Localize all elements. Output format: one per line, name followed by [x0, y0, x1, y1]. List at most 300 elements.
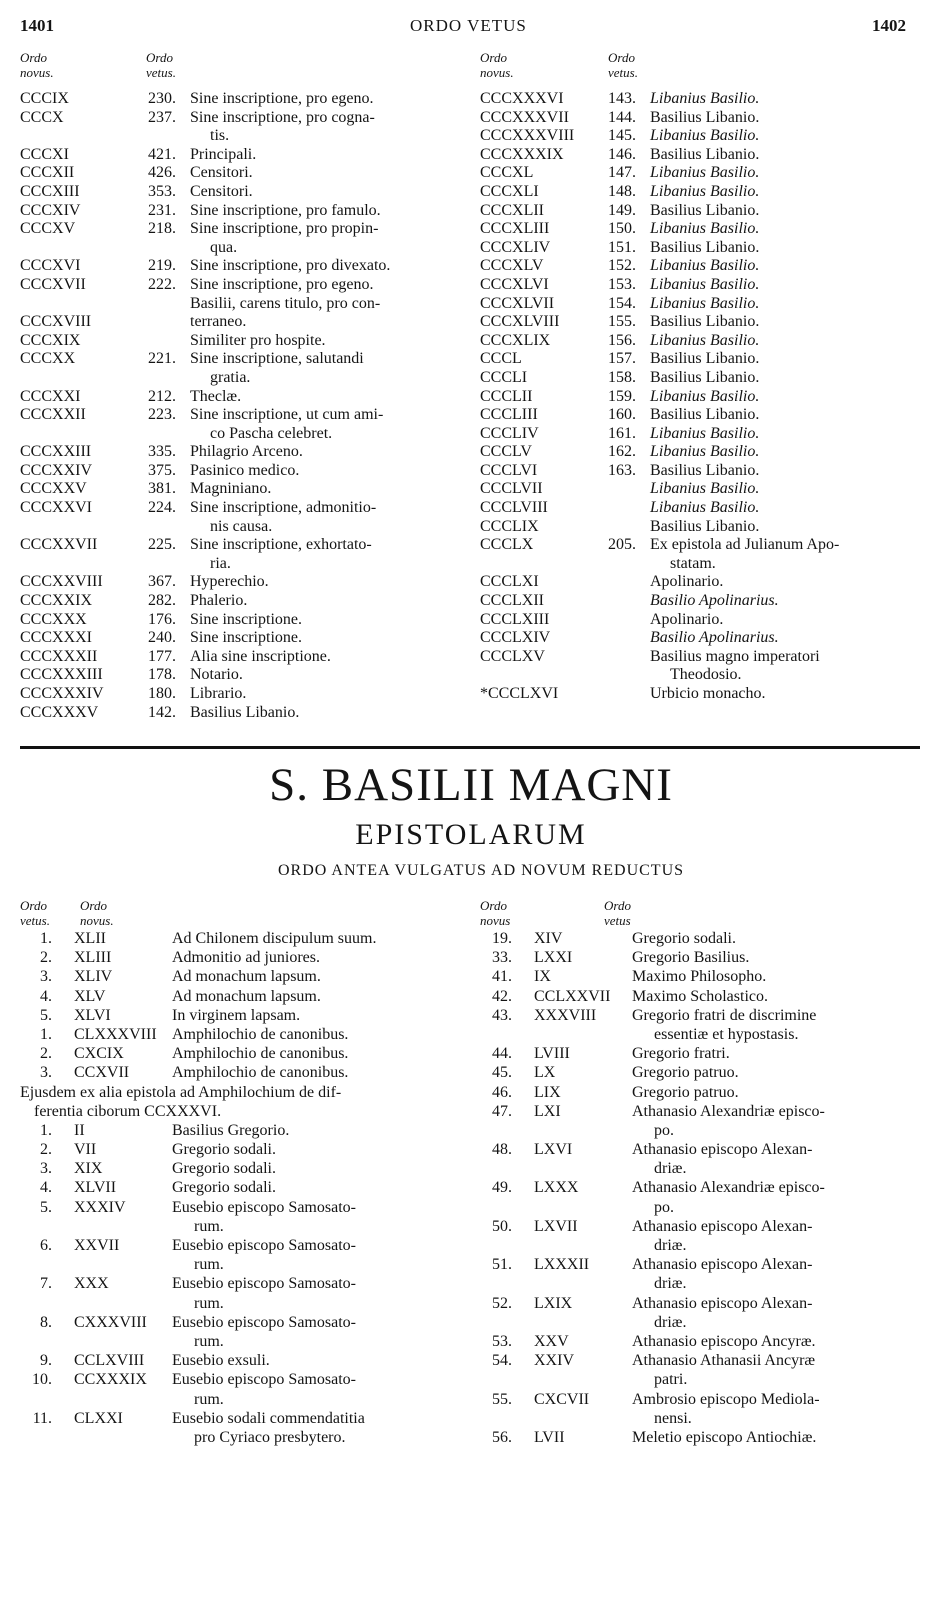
entry-text: Ad Chilonem discipulum suum.: [172, 930, 377, 947]
ordo-novus-cell: XLIII: [74, 949, 112, 967]
entry-text: Sine inscriptione, pro divexato.: [190, 257, 391, 275]
ordo-novus-cell: CCCLIX: [480, 517, 539, 535]
ordo-novus-cell: LXXX: [534, 1179, 579, 1197]
table-row: [20, 555, 460, 574]
entry-text: Gregorio fratri de discrimine: [632, 1006, 817, 1024]
entry-text: Similiter pro hospite.: [190, 331, 326, 349]
entry-text: Athanasio episcopo Alexan-: [632, 1141, 813, 1159]
table-row: [480, 462, 925, 481]
table-row: [480, 1007, 925, 1026]
entry-text: Sine inscriptione, pro egeno.: [190, 275, 374, 293]
ordo-novus-cell: CCCLXIV: [480, 629, 551, 647]
entry-text: driæ.: [654, 1275, 687, 1293]
table-row: [20, 1295, 460, 1314]
ordo-novus-cell: XLII: [74, 930, 106, 947]
entry-text: Sine inscriptione, salutandi: [190, 350, 364, 368]
entry-text: Censitori.: [190, 164, 253, 182]
table-row: [480, 295, 925, 314]
ordo-novus-cell: CCCXLIV: [480, 238, 551, 256]
ordo-vetus-cell: 19.: [492, 930, 512, 947]
ordo-novus-cell: LXVII: [534, 1217, 578, 1235]
table-row: [20, 350, 460, 369]
table-row: [20, 573, 460, 592]
ordo-vetus-cell: 4.: [40, 987, 52, 1005]
entry-text: Gregorio sodali.: [172, 1141, 276, 1159]
entry-text: Amphilochio de canonibus.: [172, 1025, 349, 1043]
ordo-vetus-cell: 9.: [40, 1352, 52, 1370]
table-row: [480, 425, 925, 444]
ordo-novus-cell: CCCXVII: [20, 275, 86, 293]
table-row: [480, 1410, 925, 1429]
ordo-novus-cell: CCCXLIII: [480, 220, 550, 238]
entry-text: Eusebio episcopo Samosato-: [172, 1275, 356, 1293]
running-title: ORDO VETUS: [410, 16, 527, 35]
ordo-novus-cell: CLXXI: [74, 1409, 123, 1427]
ordo-vetus-cell: 149.: [608, 201, 636, 219]
table-row: [480, 146, 925, 165]
entry-text: rum.: [194, 1256, 224, 1274]
ordo-vetus-cell: 148.: [608, 182, 636, 200]
entry-text: Ad monachum lapsum.: [172, 968, 321, 986]
ordo-vetus-cell: 153.: [608, 275, 636, 293]
table-row: [20, 109, 460, 128]
entry-text: Libanius Basilio.: [650, 387, 760, 405]
entry-text: Gregorio patruo.: [632, 1083, 739, 1101]
table-row: [20, 127, 460, 146]
table-row: [480, 1026, 925, 1045]
ordo-novus-cell: CCCL: [480, 350, 522, 368]
table-row: [480, 573, 925, 592]
ordo-vetus-cell: 224.: [148, 499, 176, 517]
entry-text: Phalerio.: [190, 592, 248, 610]
table-row: [20, 1275, 460, 1294]
table-row: [20, 1429, 460, 1448]
entry-text: Gregorio patruo.: [632, 1064, 739, 1082]
page-number-right: 1402: [872, 16, 906, 35]
table-row: [20, 202, 460, 221]
entry-text: nensi.: [654, 1409, 692, 1427]
ordo-novus-cell: LXIX: [534, 1294, 573, 1312]
ordo-novus-cell: CXCIX: [74, 1045, 124, 1063]
table-row: [20, 949, 460, 968]
entry-text: Gregorio fratri.: [632, 1045, 730, 1063]
ordo-novus-cell: CCCXIX: [20, 331, 81, 349]
table-row: [20, 1218, 460, 1237]
ordo-vetus-cell: 47.: [492, 1102, 512, 1120]
ordo-vetus-cell: 48.: [492, 1141, 512, 1159]
ordo-vetus-cell: 219.: [148, 257, 176, 275]
ordo-vetus-cell: 335.: [148, 443, 176, 461]
ordo-vetus-cell: 41.: [492, 968, 512, 986]
table-row: [480, 443, 925, 462]
ordo-vetus-cell: 143.: [608, 90, 636, 107]
ordo-novus-cell: LVIII: [534, 1045, 570, 1063]
table-row: [20, 276, 460, 295]
ordo-vetus-cell: 144.: [608, 108, 636, 126]
table-row: [480, 949, 925, 968]
entry-text: Admonitio ad juniores.: [172, 949, 320, 967]
entry-text: Sine inscriptione, pro propin-: [190, 220, 379, 238]
ordo-novus-cell: CCCXXIV: [20, 461, 93, 479]
table-row: [20, 968, 460, 987]
ordo-novus-cell: CCCXLV: [480, 257, 544, 275]
ordo-novus-cell: LIX: [534, 1083, 561, 1101]
entry-text: rum.: [194, 1390, 224, 1408]
table-row: [20, 988, 460, 1007]
entry-text: Librario.: [190, 685, 247, 702]
col-header-novus-left: Ordo novus.: [20, 50, 54, 80]
table-row: [20, 1237, 460, 1256]
table-row: [20, 295, 460, 314]
table-row: [20, 685, 460, 704]
ordo-novus-cell: CCCLV: [480, 443, 532, 461]
sub-sub-title: ORDO ANTEA VULGATUS AD NOVUM REDUCTUS: [277, 862, 685, 879]
table-row: [20, 1352, 460, 1371]
ordo-novus-cell: CCCLVI: [480, 461, 538, 479]
ordo-vetus-cell: 2.: [40, 949, 52, 967]
ordo-vetus-cell: 147.: [608, 164, 636, 182]
ordo-novus-cell: CCCXXIX: [20, 592, 93, 610]
entry-text: Eusebio exsuli.: [172, 1352, 270, 1370]
ordo-vetus-cell: 158.: [608, 368, 636, 386]
entry-text: Notario.: [190, 666, 243, 684]
table-row: [20, 629, 460, 648]
ordo-novus-cell: CCCXXXIX: [480, 145, 564, 163]
ordo-novus-cell: LVII: [534, 1428, 565, 1446]
entry-text: Basilius Libanio.: [650, 201, 760, 219]
entry-text: Gregorio sodali.: [172, 1179, 276, 1197]
entry-text: Ex epistola ad Julianum Apo-: [650, 536, 840, 554]
table-row: [480, 536, 925, 555]
entry-text: Athanasio episcopo Alexan-: [632, 1294, 813, 1312]
table-row: [20, 518, 460, 537]
table-row: [20, 332, 460, 351]
entry-text: Sine inscriptione, pro cogna-: [190, 108, 375, 126]
entry-text: Libanius Basilio.: [650, 331, 760, 349]
entry-text: Basilius magno imperatori: [650, 647, 820, 665]
ordo-novus-cell: XIX: [74, 1160, 103, 1178]
table-row: [480, 350, 925, 369]
entry-text: Principali.: [190, 145, 257, 163]
table-row: [480, 127, 925, 146]
entry-text: Sine inscriptione, exhortato-: [190, 536, 372, 554]
ordo-novus-cell: CCCLIV: [480, 424, 539, 442]
table-row: [20, 1391, 460, 1410]
entry-text: Eusebio episcopo Samosato-: [172, 1371, 356, 1389]
ordo-novus-cell: CLXXXVIII: [74, 1025, 157, 1043]
ordo-vetus-cell: 1.: [40, 1025, 52, 1043]
ordo-novus-cell: XLVI: [74, 1006, 111, 1024]
ordo-novus-cell: CCCXXXV: [20, 703, 99, 721]
entry-text: Basilio Apolinarius.: [650, 629, 779, 647]
table-row: [20, 1084, 460, 1103]
table-row: [480, 1429, 925, 1448]
ordo-novus-cell: CCCXLII: [480, 201, 544, 219]
ordo-novus-cell: CCCXXII: [20, 406, 86, 424]
table-row: [20, 146, 460, 165]
ordo-vetus-cell: 230.: [148, 90, 176, 107]
table-row: [480, 592, 925, 611]
entry-text: Maximo Scholastico.: [632, 987, 768, 1005]
ordo-vetus-cell: 55.: [492, 1390, 512, 1408]
ordo-novus-cell: CCCXV: [20, 220, 76, 238]
table-row: [20, 1045, 460, 1064]
ordo-vetus-cell: 4.: [40, 1179, 52, 1197]
ordo-vetus-cell: 223.: [148, 406, 176, 424]
table-row: [20, 1179, 460, 1198]
table-row: [480, 406, 925, 425]
ordo-novus-cell: VII: [74, 1141, 97, 1159]
col-header-vetus-right: Ordo vetus.: [608, 50, 638, 80]
ordo-novus-cell: CCCXXXII: [20, 647, 98, 665]
table-row: [480, 164, 925, 183]
table-row: [20, 239, 460, 258]
entry-text-full: ferentia ciborum CCXXXVI.: [34, 1102, 222, 1120]
entry-text: Hyperechio.: [190, 573, 269, 591]
ordo-vetus-cell: 3.: [40, 1064, 52, 1082]
ordo-vetus-cell: 145.: [608, 127, 636, 145]
table-row: [480, 555, 925, 574]
entry-text: Apolinario.: [650, 573, 724, 591]
ordo-novus-cell: CCCXII: [20, 164, 75, 182]
ordo-novus-cell: CCCXLVIII: [480, 313, 560, 331]
entry-text: po.: [654, 1198, 674, 1216]
ordo-novus-cell: CCCLIII: [480, 406, 538, 424]
ordo-vetus-cell: 221.: [148, 350, 176, 368]
entry-text: Gregorio sodali.: [172, 1160, 276, 1178]
ordo-novus-cell: CCCXLI: [480, 182, 539, 200]
table-row: [480, 1391, 925, 1410]
entry-text: Basilius Libanio.: [650, 350, 760, 368]
ordo-vetus-cell: 10.: [32, 1371, 52, 1389]
ordo-vetus-cell: 180.: [148, 685, 176, 702]
entry-text: Libanius Basilio.: [650, 127, 760, 145]
table-row: [480, 109, 925, 128]
ordo-vetus-cell: 8.: [40, 1313, 52, 1331]
entry-text: Libanius Basilio.: [650, 443, 760, 461]
entry-text: Basilius Libanio.: [650, 517, 760, 535]
table-row: [480, 666, 925, 685]
table-row: [20, 1333, 460, 1352]
entry-text: Basilius Gregorio.: [172, 1121, 290, 1139]
ordo-novus-cell: CCCXXVIII: [20, 573, 103, 591]
entry-text: Athanasio episcopo Alexan-: [632, 1217, 813, 1235]
main-title: S. BASILII MAGNI: [269, 759, 673, 811]
entry-text: Basilius Libanio.: [650, 313, 760, 331]
table-row: [480, 220, 925, 239]
entry-text: Libanius Basilio.: [650, 424, 760, 442]
ordo-novus-cell: CCCX: [20, 108, 64, 126]
entry-text: Basilius Libanio.: [650, 406, 760, 424]
entry-text: po.: [654, 1121, 674, 1139]
table-row: [480, 988, 925, 1007]
col-header-vetus-left: Ordo vetus.: [146, 50, 176, 80]
table-row: [480, 1199, 925, 1218]
ordo-vetus-cell: 53.: [492, 1332, 512, 1350]
ordo-vetus-cell: 160.: [608, 406, 636, 424]
table-row: [20, 257, 460, 276]
bottom-right-table: [480, 930, 925, 1448]
ordo-novus-cell: CCCXL: [480, 164, 534, 182]
ordo-vetus-cell: 157.: [608, 350, 636, 368]
ordo-vetus-cell: 178.: [148, 666, 176, 684]
table-row: [480, 685, 925, 704]
entry-text: Eusebio episcopo Samosato-: [172, 1313, 356, 1331]
col-header-novus-right: Ordo novus.: [480, 50, 514, 80]
entry-text-full: Ejusdem ex alia epistola ad Amphilochium de dif-: [20, 1083, 342, 1101]
table-row: [20, 1064, 460, 1083]
table-row: [480, 1103, 925, 1122]
entry-text: Libanius Basilio.: [650, 90, 760, 107]
section-divider: [20, 746, 920, 749]
entry-text: Libanius Basilio.: [650, 294, 760, 312]
table-row: [20, 1371, 460, 1390]
ordo-novus-cell: CCCLI: [480, 368, 528, 386]
ordo-vetus-cell: 156.: [608, 331, 636, 349]
entry-text: Athanasio Alexandriæ episco-: [632, 1179, 825, 1197]
table-row: [20, 611, 460, 630]
top-right-table: [480, 90, 925, 704]
table-row: [20, 1410, 460, 1429]
ordo-novus-cell: XXXIV: [74, 1198, 126, 1216]
ordo-vetus-cell: 44.: [492, 1045, 512, 1063]
ordo-novus-cell: CCCXXX: [20, 610, 87, 628]
ordo-novus-cell: LXI: [534, 1102, 561, 1120]
ordo-vetus-cell: 2.: [40, 1045, 52, 1063]
ordo-novus-cell: CCCXXVI: [20, 499, 93, 517]
entry-text: driæ.: [654, 1313, 687, 1331]
entry-text: Theclæ.: [190, 387, 242, 405]
ordo-novus-cell: XXVII: [74, 1237, 120, 1254]
table-row: [480, 257, 925, 276]
entry-text: patri.: [654, 1371, 688, 1389]
table-row: [20, 480, 460, 499]
ordo-novus-cell: CCLXXVII: [534, 987, 611, 1005]
ordo-vetus-cell: 205.: [608, 536, 636, 554]
table-row: [20, 443, 460, 462]
ordo-vetus-cell: 45.: [492, 1064, 512, 1082]
ordo-novus-cell: XLVII: [74, 1179, 117, 1197]
entry-text: Basilius Libanio.: [650, 238, 760, 256]
ordo-novus-cell: CCXXXIX: [74, 1371, 147, 1389]
table-row: [480, 388, 925, 407]
table-row: [480, 1141, 925, 1160]
table-row: [480, 611, 925, 630]
bottom-left-table: [20, 930, 460, 1448]
col-header-vetus-bottom-left: Ordo vetus.: [20, 898, 50, 928]
ordo-vetus-cell: 240.: [148, 629, 176, 647]
entry-text: Ambrosio episcopo Mediola-: [632, 1390, 820, 1408]
entry-text: Athanasio episcopo Alexan-: [632, 1256, 813, 1274]
ordo-novus-cell: CCLXVIII: [74, 1352, 145, 1370]
ordo-vetus-cell: 155.: [608, 313, 636, 331]
ordo-novus-cell: CCCXXIII: [20, 443, 92, 461]
entry-text: In virginem lapsam.: [172, 1006, 301, 1024]
table-row: [20, 388, 460, 407]
ordo-vetus-cell: 375.: [148, 461, 176, 479]
ordo-novus-cell: CXXXVIII: [74, 1313, 147, 1331]
entry-text: Libanius Basilio.: [650, 275, 760, 293]
table-row: [480, 1064, 925, 1083]
table-row: [20, 1122, 460, 1141]
table-row: [480, 968, 925, 987]
ordo-novus-cell: XIV: [534, 930, 563, 947]
entry-text: Philagrio Arceno.: [190, 443, 303, 461]
ordo-vetus-cell: 51.: [492, 1256, 512, 1274]
ordo-novus-cell: LXXI: [534, 949, 573, 967]
entry-text: Theodosio.: [670, 666, 742, 684]
ordo-novus-cell: II: [74, 1121, 85, 1139]
entry-text: Sine inscriptione, ut cum ami-: [190, 406, 384, 424]
ordo-vetus-cell: 54.: [492, 1352, 512, 1370]
entry-text: rum.: [194, 1332, 224, 1350]
table-row: [20, 369, 460, 388]
ordo-novus-cell: CCCLXII: [480, 592, 544, 610]
ordo-novus-cell: XXIV: [534, 1352, 574, 1370]
entry-text: Gregorio sodali.: [632, 930, 736, 947]
entry-text: Censitori.: [190, 182, 253, 200]
col-header-vetus-bottom-right: Ordo vetus: [604, 898, 631, 928]
table-row: [20, 1199, 460, 1218]
table-row: [480, 1275, 925, 1294]
entry-text: Pasinico medico.: [190, 461, 300, 479]
ordo-novus-cell: CCCXLVII: [480, 294, 555, 312]
entry-text: Sine inscriptione, pro famulo.: [190, 201, 381, 219]
ordo-vetus-cell: 146.: [608, 145, 636, 163]
ordo-vetus-cell: 56.: [492, 1428, 512, 1446]
entry-text: Basilius Libanio.: [650, 461, 760, 479]
entry-text: Libanius Basilio.: [650, 220, 760, 238]
ordo-vetus-cell: 381.: [148, 480, 176, 498]
entry-text: gratia.: [210, 368, 251, 386]
table-row: [480, 629, 925, 648]
entry-text: terraneo.: [190, 313, 247, 331]
table-row: [20, 536, 460, 555]
entry-text: Libanius Basilio.: [650, 164, 760, 182]
entry-text: nis causa.: [210, 517, 273, 535]
ordo-novus-cell: CCCXXI: [20, 387, 81, 405]
entry-text: Basilius Libanio.: [190, 703, 300, 721]
table-row: [480, 1084, 925, 1103]
ordo-novus-cell: CCCIX: [20, 90, 69, 107]
table-row: [480, 1179, 925, 1198]
ordo-novus-cell: LX: [534, 1064, 556, 1082]
table-row: [480, 369, 925, 388]
ordo-vetus-cell: 42.: [492, 987, 512, 1005]
ordo-novus-cell: CCCXLVI: [480, 275, 549, 293]
ordo-vetus-cell: 154.: [608, 294, 636, 312]
ordo-novus-cell: CCCXLIX: [480, 331, 551, 349]
entry-text: Sine inscriptione.: [190, 610, 302, 628]
ordo-novus-cell: CCCXVI: [20, 257, 81, 275]
table-row: [480, 648, 925, 667]
entry-text: Meletio episcopo Antiochiæ.: [632, 1428, 817, 1446]
entry-text: Basilius Libanio.: [650, 368, 760, 386]
ordo-vetus-cell: 282.: [148, 592, 176, 610]
entry-text: Athanasio Athanasii Ancyræ: [632, 1352, 816, 1370]
ordo-vetus-cell: 367.: [148, 573, 176, 591]
ordo-novus-cell: CCCLXV: [480, 647, 545, 665]
entry-text: rum.: [194, 1294, 224, 1312]
ordo-novus-cell: XXX: [74, 1275, 109, 1293]
ordo-novus-cell: CCCLVIII: [480, 499, 548, 517]
table-row: [480, 332, 925, 351]
ordo-vetus-cell: 142.: [148, 703, 176, 721]
ordo-novus-cell: CXCVII: [534, 1390, 590, 1408]
table-row: [20, 183, 460, 202]
table-row: [480, 480, 925, 499]
table-row: [480, 1256, 925, 1275]
